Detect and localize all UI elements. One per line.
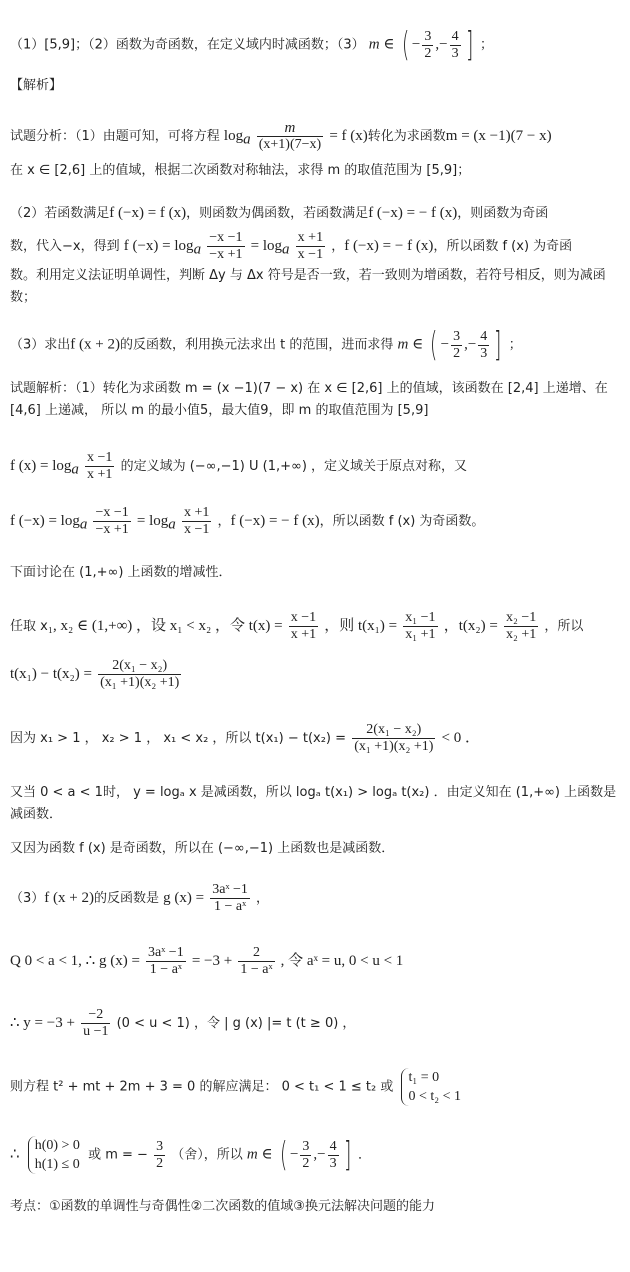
solution-odd-decreasing: 又因为函数 f (x) 是奇函数，所以在 (−∞,−1) 上函数也是减函数． xyxy=(10,841,395,856)
section-heading: 【解析】 xyxy=(10,78,63,93)
fraction: $\frac{x -1}{x +1}$ xyxy=(290,610,317,642)
solution-take: 任取 x₁, x₂ ∈ (1,+∞) ，设 x₁ < x₂ ，令 t(x) = $\frac{x -1}{x +1}$ ，则 t(x₁) = $\frac{\text{x₁ −1}}{\text{x₁ +1}}$ ，t(x₂) = $\frac{\text{x₂ −1}}{\text{x₂ +1}}$ ，所以 xyxy=(10,610,584,642)
analysis-2b: 数，代入−x，得到 f $(-x) = \log_a$ $\frac{-x -1}{-x +1}$ = $\log_a$ $\frac{x +1}{x -1}$ ，f (−x) = − f (x)，所以函数 f (x) 为奇函 xyxy=(10,230,573,262)
equation-system: t₁ = 0 0 < t₂ < 1 xyxy=(401,1068,461,1106)
solution-g: Q 0 < a < 1, ∴ g (x) = $\frac{\text{3aˣ −1}}{\text{1 − aˣ}}$ = −3 + $\frac{2}{\text{1 − aˣ}}$ , 令 aˣ = u, 0 < u < 1 xyxy=(10,945,404,977)
fraction: $\frac{3}{2}$ xyxy=(156,1138,164,1171)
fraction: $\frac{\text{3aˣ −1}}{\text{1 − aˣ}}$ xyxy=(212,882,248,914)
solution-y: ∴ y = −3 + $\frac{-2}{u -1}$ (0 < u < 1) ，令 | g (x) |= t (t ≥ 0) ， xyxy=(10,1007,356,1039)
fraction: $\frac{x +1}{x -1}$ xyxy=(297,230,324,262)
solution-equation: 则方程 t² + mt + 2m + 3 = 0 的解应满足： 0 < t₁ < 1 ≤ t₂ 或 t₁ = 0 0 < t₂ < 1 xyxy=(10,1070,462,1104)
fraction: $\frac{\text{3aˣ −1}}{\text{1 − aˣ}}$ xyxy=(148,945,184,977)
solution-1: 试题解析：（1）转化为求函数 m = (x −1)(7 − x) 在 x ∈ [2,6] 上的值域，该函数在 [2,4] 上递增、在 [4,6] 上递减， 所以 m 的最小值5，最大值9，即 m 的取值范围为 [5,9] xyxy=(10,381,608,418)
fraction: $\frac{\text{2(x₁ − x₂)}}{\text{(x₁ +1)(x₂ +1)}}$ xyxy=(100,658,180,690)
fraction: $\frac{\text{x₁ −1}}{\text{x₁ +1}}$ xyxy=(405,610,436,642)
solution-domain: f $(x) = \log_a$ $\frac{x -1}{x +1}$ 的定义域为 (−∞,−1) U (1,+∞) ，定义域关于原点对称，又 xyxy=(10,450,468,482)
fraction: $\frac{-x -1}{-x +1}$ xyxy=(209,230,243,262)
bracket-right: ] xyxy=(465,25,473,65)
fraction: $\frac{-x -1}{-x +1}$ xyxy=(95,505,129,537)
key-points: 考点：①函数的单调性与奇偶性②二次函数的值域③换元法解决问题的能力 xyxy=(10,1199,435,1214)
inequality-system: h(0) > 0 h(1) ≤ 0 xyxy=(28,1136,80,1174)
fraction: $\frac{4}{3}$ xyxy=(329,1138,337,1171)
analysis-2c: 数。利用定义法证明单调性，判断 Δy 与 Δx 符号是否一致，若一致则为增函数，若符号相反，则为减函数； xyxy=(10,268,606,305)
fraction: $\frac{4}{3}$ xyxy=(480,328,488,361)
fraction: $\frac{-2}{u -1}$ xyxy=(83,1007,109,1039)
fraction: $\frac{m}{(x+1)(7-x)}$ xyxy=(258,120,322,152)
answer-line: （1）[5,9]；（2）函数为奇函数，在定义域内时减函数；（3） m ∈ ( − $\frac{3}{2}$ ,− $\frac{4}{3}$ ] ； xyxy=(10,25,493,65)
fraction: $\frac{4}{3}$ xyxy=(451,28,459,61)
fraction: $\frac{3}{2}$ xyxy=(453,328,461,361)
fraction: $\frac{\text{2(x₁ − x₂)}}{\text{(x₁ +1)(x₂ +1)}}$ xyxy=(354,722,434,754)
solution-diff: t(x₁) − t(x₂) = $\frac{\text{2(x₁ − x₂)}}{\text{(x₁ +1)(x₂ +1)}}$ xyxy=(10,658,180,690)
analysis-2: （2）若函数满足f (−x) = f (x)，则函数为偶函数，若函数满足f (−x) = − f (x)，则函数为奇函 xyxy=(10,205,549,221)
solution-decreasing: 又当 0 < a < 1时， y = logₐ x 是减函数，所以 logₐ t(x₁) > logₐ t(x₂) ．由定义知在 (1,+∞) 上函数是减函数． xyxy=(10,785,617,822)
analysis-3: （3）求出f (x + 2)的反函数，利用换元法求出 t 的范围，进而求得 m ∈ ( − $\frac{3}{2}$ ,− $\frac{4}{3}$ ] ； xyxy=(10,325,522,365)
fraction: $\frac{3}{2}$ xyxy=(424,28,432,61)
answer-m-in: m ∈ xyxy=(368,36,395,53)
solution-because: 因为 x₁ > 1 ， x₂ > 1 ， x₁ < x₂ ，所以 t(x₁) − t(x₂) = $\frac{\text{2(x₁ − x₂)}}{\text{(x₁ +1)(x₂ +1)}}$ < 0 ． xyxy=(10,722,480,754)
solution-monotonic-intro: 下面讨论在 (1,+∞) 上函数的增减性． xyxy=(10,565,232,580)
solution-odd: f $(-x) = \log_a$ $\frac{-x -1}{-x +1}$ = $\log_a$ $\frac{x +1}{x -1}$ ，f (−x) = − f (x)，所以函数 f (x) 为奇函数。 xyxy=(10,505,485,537)
fraction: $\frac{\text{x₂ −1}}{\text{x₂ +1}}$ xyxy=(505,610,537,642)
fraction: $\frac{3}{2}$ xyxy=(302,1138,310,1171)
answer-text: （1）[5,9]；（2）函数为奇函数，在定义域内时减函数；（3） xyxy=(10,37,365,53)
analysis-1: 试题分析：（1）由题可知，可将方程 $\log_a$ $\frac{m}{(x+1)(7-x)}$ = f (x)转化为求函数m = (x −1)(7 − x) xyxy=(10,120,552,152)
solution-3: （3）f (x + 2)的反函数是 g (x) = $\frac{\text{3aˣ −1}}{\text{1 − aˣ}}$ ， xyxy=(10,882,270,914)
fraction: $\frac{2}{\text{1 − aˣ}}$ xyxy=(240,945,273,977)
solution-final: ∴ h(0) > 0 h(1) ≤ 0 或 m = − $\frac{3}{2}$ （舍），所以 m ∈ ( − $\frac{3}{2}$ ,− $\frac{4}{3}$ ] ． xyxy=(10,1135,372,1175)
bracket-left: ( xyxy=(401,25,409,65)
fraction: $\frac{x +1}{x -1}$ xyxy=(183,505,210,537)
analysis-1b: 在 x ∈ [2,6] 上的值域，根据二次函数对称轴法，求得 m 的取值范围为 [5,9]； xyxy=(10,163,471,178)
fraction: $\frac{x -1}{x +1}$ xyxy=(87,450,113,482)
